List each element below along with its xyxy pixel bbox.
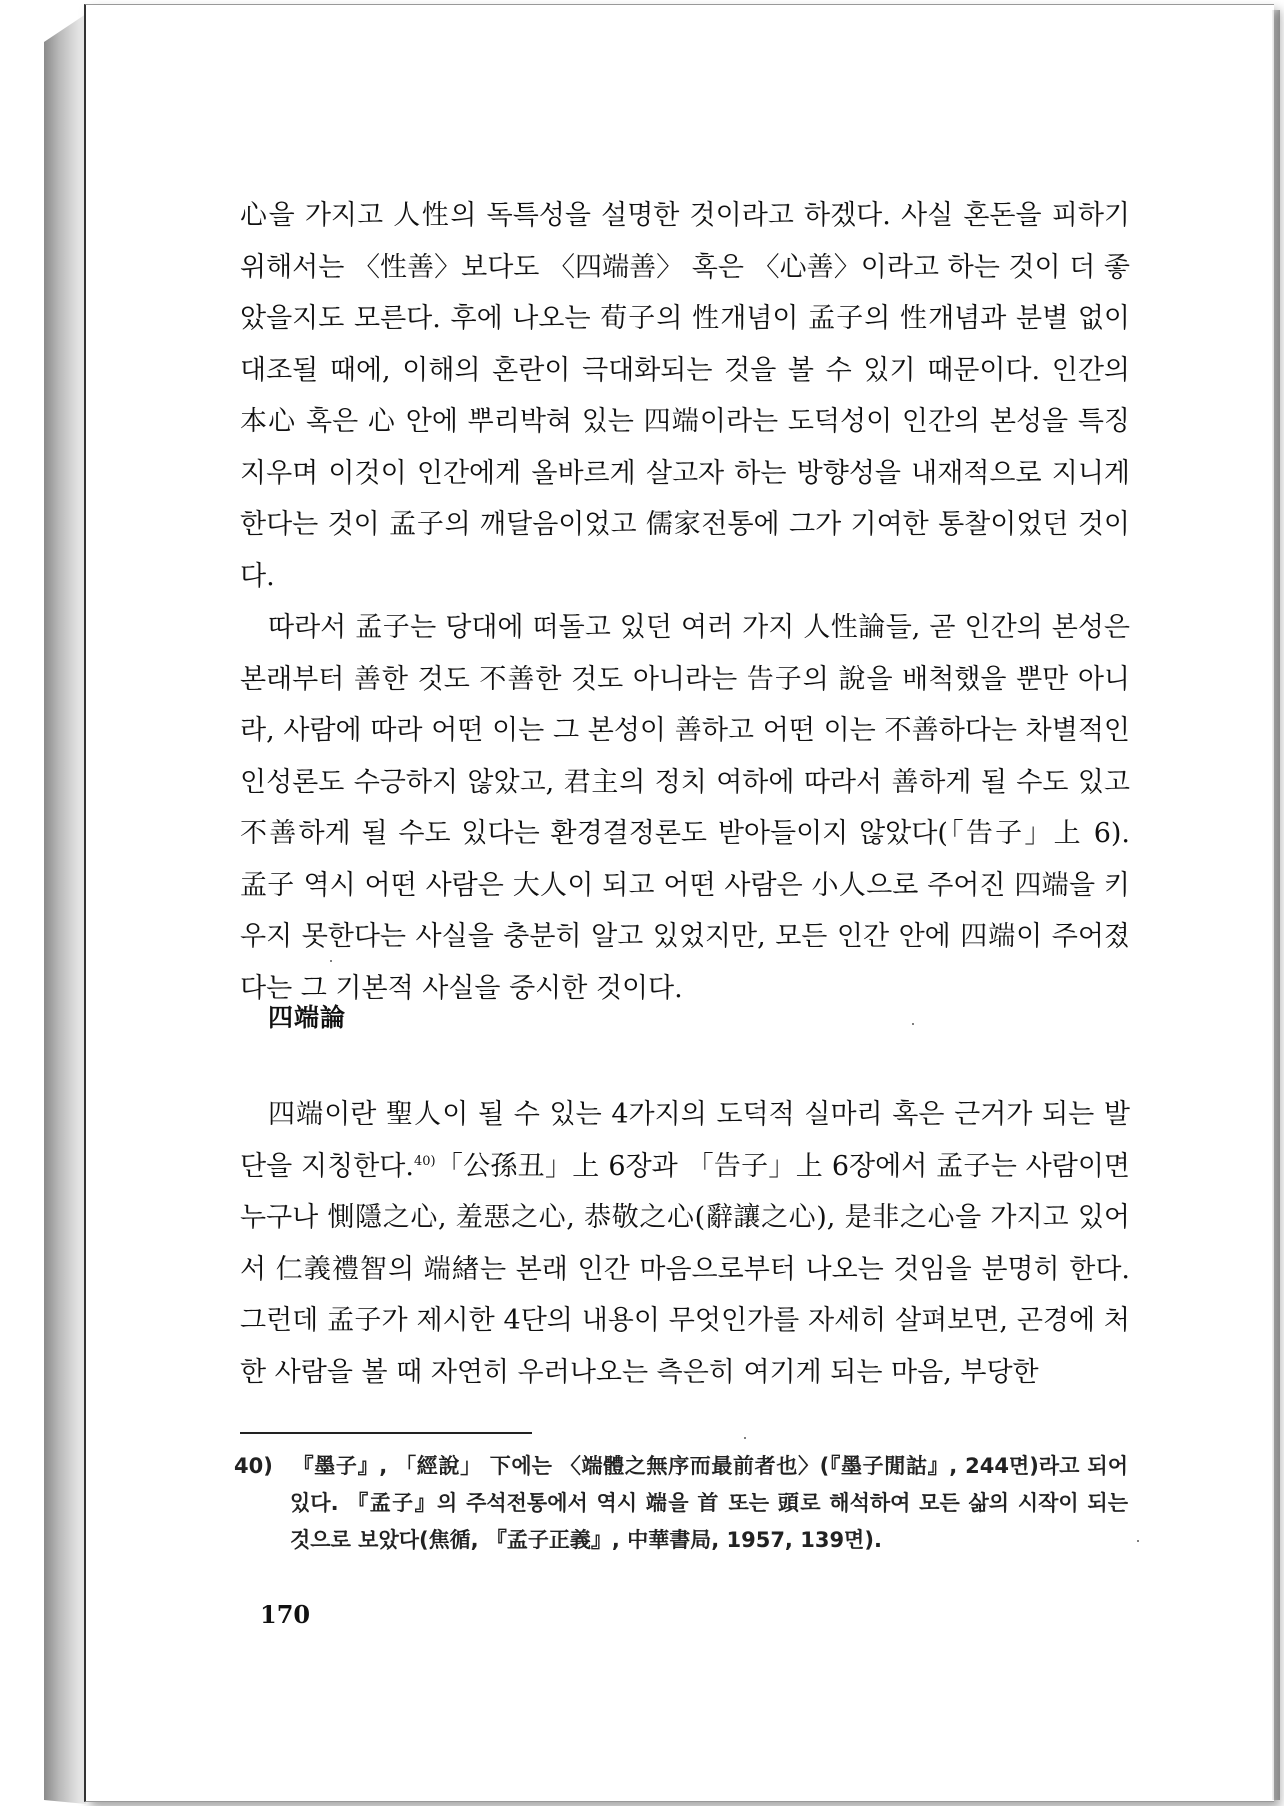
paragraph: 따라서 孟子는 당대에 떠돌고 있던 여러 가지 人性論들, 곧 인간의 본성은 본래부터 善한 것도 不善한 것도 아니라는 告子의 說을 배척했을 뿐만 아니라, 사람에 따라 어떤 이는 그 본성이 善하고 어떤 이는 不善하다는 차별적인 인성론도 수긍하지 않았고, 君主의 정치 여하에 따라서 善하게 될 수도 있고 不善하게 될 수도 있다는 환경결정론도 받아들이지 않았다(「告子」上 6). 孟子 역시 어떤 사람은 大人이 되고 어떤 사람은 小人으로 주어진 四端을 키우지 못한다는 사실을 충분히 알고 있었지만, 모든 인간 안에 四端이 주어졌다는 그 기본적 사실을 중시한 것이다. (240, 612, 1130, 1004)
paragraph (240, 1089, 1130, 1398)
page-number: 170 (260, 1600, 311, 1629)
page-edge-stack (44, 14, 86, 1804)
footnote-body (234, 1448, 1128, 1559)
speck (1137, 1540, 1139, 1542)
speck (330, 960, 332, 962)
footnote-number: 40) (234, 1454, 273, 1478)
footnote (234, 1448, 1128, 1559)
footnote-divider (240, 1432, 532, 1434)
paragraph-text: 四端이란 聖人이 될 수 있는 4가지의 도덕적 실마리 혹은 근거가 되는 발단을 지칭한다. (240, 1099, 1130, 1182)
footnote-text: 『墨子』, 「經說」 下에는 〈端體之無序而最前者也〉(『墨子閒詁』, 244면)라고 되어 있다. 『孟子』의 주석전통에서 역시 端을 首 또는 頭로 해석하여 모든 삶의 시작이 되는 것으로 보았다(焦循, 『孟子正義』, 中華書局, 1957, 139면). (290, 1454, 1128, 1552)
main-text (240, 190, 1130, 1014)
section-text (240, 1089, 1130, 1398)
page-shadow (1272, 10, 1280, 1800)
paragraph: 心을 가지고 人性의 독특성을 설명한 것이라고 하겠다. 사실 혼돈을 피하기 위해서는 〈性善〉보다도 〈四端善〉 혹은 〈心善〉이라고 하는 것이 더 좋았을지도 모른다. 후에 나오는 荀子의 性개념이 孟子의 性개념과 분별 없이 대조될 때에, 이해의 혼란이 극대화되는 것을 볼 수 있기 때문이다. 인간의 本心 혹은 心 안에 뿌리박혀 있는 四端이라는 도덕성이 인간의 본성을 특징지우며 이것이 인간에게 올바르게 살고자 하는 방향성을 내재적으로 지니게 한다는 것이 孟子의 깨달음이었고 儒家전통에 그가 기여한 통찰이었던 것이다. (240, 200, 1130, 592)
paragraph-text: 「公孫丑」上 6장과 「告子」上 6장에서 孟子는 사람이면 누구나 惻隱之心, 羞惡之心, 恭敬之心(辭讓之心), 是非之心을 가지고 있어서 仁義禮智의 端緖는 본래 인간 마음으로부터 나오는 것임을 분명히 한다. 그런데 孟子가 제시한 4단의 내용이 무엇인가를 자세히 살펴보면, 곤경에 처한 사람을 볼 때 자연히 우러나오는 측은히 여기게 되는 마음, 부당한 (240, 1150, 1130, 1388)
section-heading: 四端論 (268, 1003, 347, 1032)
speck (912, 1023, 914, 1025)
speck (744, 1437, 746, 1439)
footnote-reference[interactable]: 40) (413, 1153, 436, 1169)
